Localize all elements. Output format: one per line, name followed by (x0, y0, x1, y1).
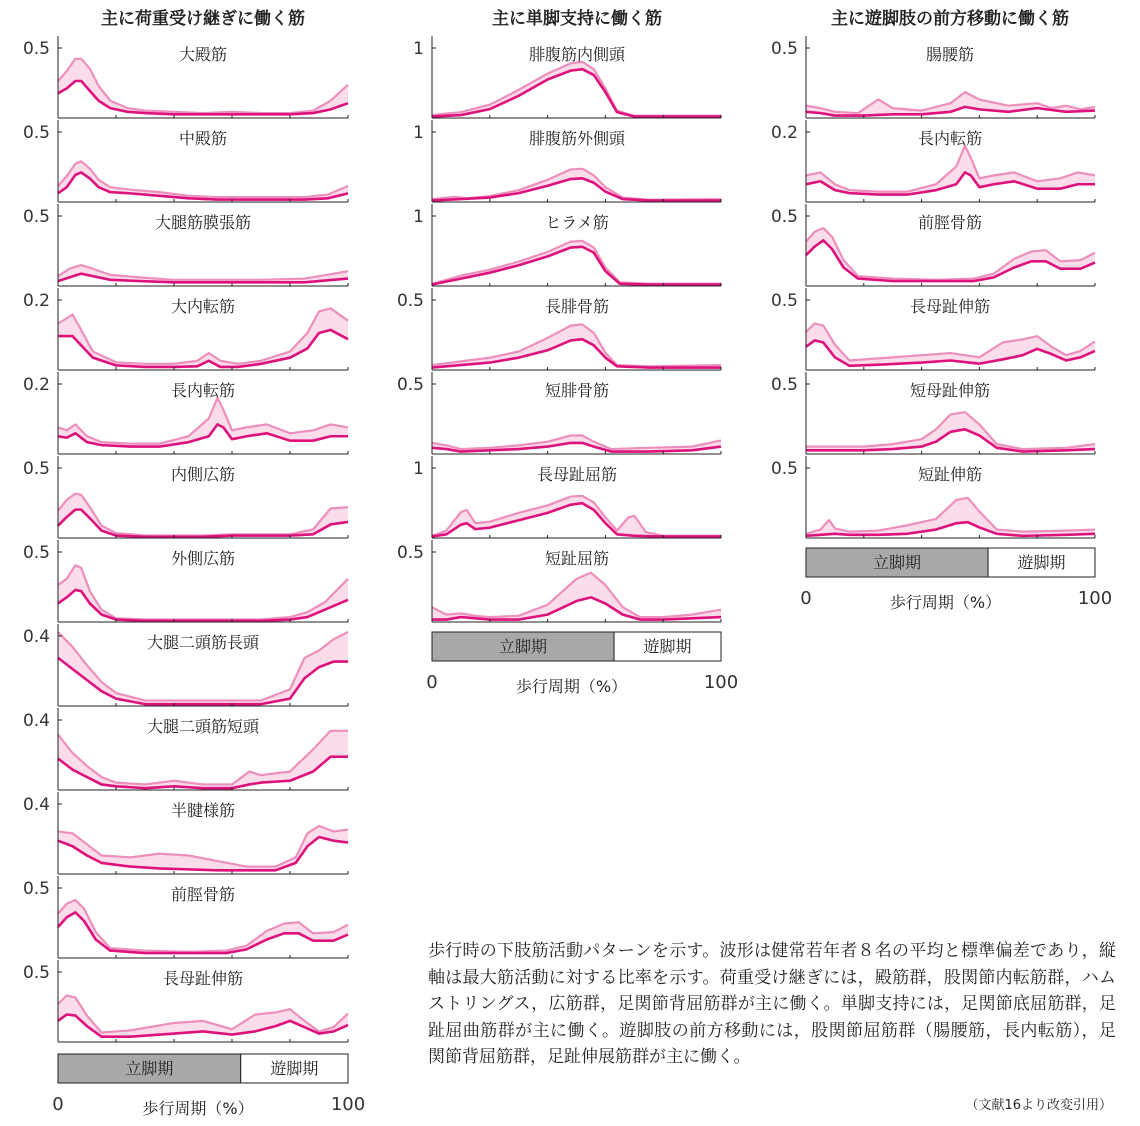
y-tick-label: 0.5 (770, 39, 798, 59)
y-tick-label: 0.5 (22, 207, 50, 227)
sd-line (58, 59, 348, 113)
muscle-name: 外側広筋 (170, 549, 236, 568)
muscle-name: 大腿二頭筋短頭 (146, 717, 260, 736)
figure-caption: 歩行時の下肢筋活動パターンを示す。波形は健常若年者８名の平均と標準偏差であり，縦軸は最大筋活動に対する比率を示す。荷重受け継ぎには，殿筋群，股関節内転筋群，ハムストリングス，広筋群，足関節背屈筋群が主に働く。単脚支持には，足関節底屈筋群，足趾屈曲筋群が主に働く。遊脚肢の前方移動には，股関節屈筋群（腸腰筋，長内転筋），足関節背屈筋群，足趾伸展筋群が主に働く。 (428, 941, 1116, 1067)
x-tick-label: 100 (1077, 588, 1113, 609)
column-title: 主に単脚支持に働く筋 (492, 9, 662, 29)
x-tick-label: 0 (52, 1094, 64, 1115)
muscle-name: 長内転筋 (170, 381, 236, 400)
y-tick-label: 0.5 (22, 123, 50, 143)
y-tick-label: 0.5 (22, 879, 50, 899)
y-tick-label: 0.2 (770, 123, 798, 143)
muscle-name: 短趾屈筋 (544, 549, 610, 568)
y-tick-label: 0.5 (770, 291, 798, 311)
y-tick-label: 0.5 (396, 543, 424, 563)
mean-line (432, 247, 721, 285)
x-tick-label: 100 (703, 672, 739, 693)
muscle-name: 長母趾屈筋 (536, 465, 618, 484)
mean-line (432, 503, 721, 536)
x-axis-label: 歩行周期（%） (515, 677, 628, 696)
y-tick-label: 0.5 (770, 459, 798, 479)
muscle-name: 大腿二頭筋長頭 (146, 633, 260, 652)
x-axis-label: 歩行周期（%） (889, 593, 1002, 612)
y-tick-label: 0.5 (770, 375, 798, 395)
muscle-name: 腸腰筋 (925, 45, 975, 64)
y-tick-label: 0.2 (22, 375, 50, 395)
muscle-name: 半腱様筋 (170, 801, 236, 820)
y-tick-label: 0.5 (770, 207, 798, 227)
source-note: （文献16より改変引用） (965, 1098, 1112, 1113)
phase-label: 遊脚期 (270, 1059, 319, 1078)
muscle-name: 短母趾伸筋 (909, 381, 991, 400)
y-tick-label: 0.5 (22, 39, 50, 59)
mean-line (432, 178, 721, 200)
muscle-name: 前脛骨筋 (917, 213, 983, 232)
muscle-name: 腓腹筋内側頭 (528, 45, 626, 64)
muscle-name: 短腓骨筋 (544, 381, 610, 400)
y-tick-label: 0.2 (22, 291, 50, 311)
muscle-name: 長腓骨筋 (544, 297, 610, 316)
muscle-name: 中殿筋 (178, 129, 228, 148)
phase-label: 遊脚期 (643, 637, 692, 656)
phase-label: 立脚期 (499, 637, 548, 656)
muscle-name: 大殿筋 (178, 45, 228, 64)
phase-label: 遊脚期 (1017, 553, 1066, 572)
y-tick-label: 1 (413, 39, 424, 59)
muscle-name: 腓腹筋外側頭 (528, 129, 626, 148)
x-tick-label: 0 (426, 672, 438, 693)
y-tick-label: 1 (413, 123, 424, 143)
muscle-name: 前脛骨筋 (170, 885, 236, 904)
y-tick-label: 1 (413, 459, 424, 479)
muscle-name: 短趾伸筋 (917, 465, 983, 484)
muscle-name: 長母趾伸筋 (909, 297, 991, 316)
sd-band (58, 59, 348, 115)
y-tick-label: 0.5 (22, 963, 50, 983)
muscle-name: ヒラメ筋 (545, 213, 609, 232)
sd-line (58, 161, 348, 197)
y-tick-label: 0.5 (396, 375, 424, 395)
y-tick-label: 0.5 (22, 543, 50, 563)
x-tick-label: 100 (330, 1094, 366, 1115)
y-tick-label: 0.5 (396, 291, 424, 311)
y-tick-label: 0.4 (22, 711, 50, 731)
muscle-name: 長母趾伸筋 (162, 969, 244, 988)
sd-band (432, 169, 721, 201)
sd-band (58, 731, 348, 788)
muscle-name: 大腿筋膜張筋 (154, 213, 252, 232)
y-tick-label: 0.5 (22, 459, 50, 479)
y-tick-label: 1 (413, 207, 424, 227)
phase-label: 立脚期 (125, 1059, 174, 1078)
mean-line (432, 339, 721, 367)
y-tick-label: 0.4 (22, 627, 50, 647)
sd-line (58, 308, 348, 364)
column-title: 主に遊脚肢の前方移動に働く筋 (831, 9, 1069, 29)
muscle-name: 内側広筋 (170, 465, 236, 484)
sd-line (58, 731, 348, 785)
phase-label: 立脚期 (873, 553, 922, 572)
y-tick-label: 0.4 (22, 795, 50, 815)
column-title: 主に荷重受け継ぎに働く筋 (101, 9, 305, 29)
muscle-name: 大内転筋 (170, 297, 236, 316)
sd-band (432, 324, 721, 367)
x-axis-label: 歩行周期（%） (142, 1099, 254, 1118)
x-tick-label: 0 (800, 588, 812, 609)
muscle-name: 長内転筋 (917, 129, 983, 148)
